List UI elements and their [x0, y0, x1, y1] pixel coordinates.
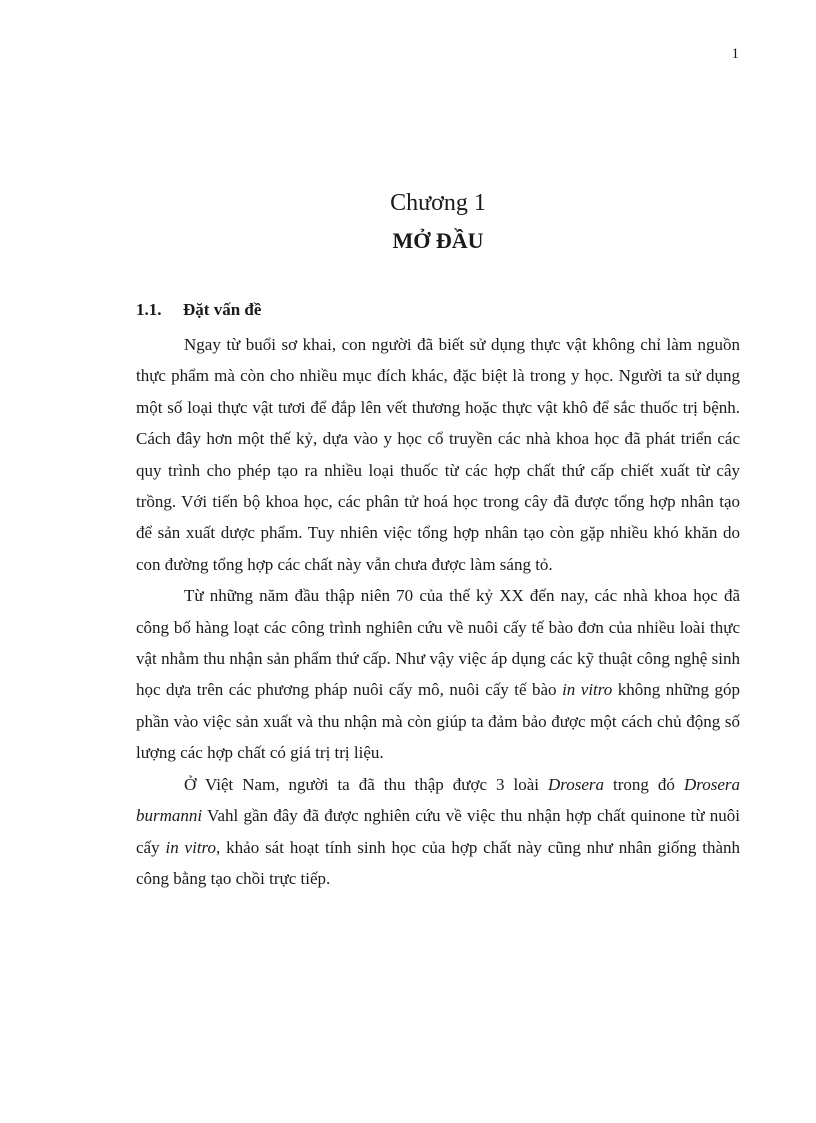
- paragraph-1: Ngay từ buổi sơ khai, con người đã biết sử dụng thực vật không chỉ làm nguồn thực phẩm mà còn cho nhiều mục đích khác, đặc biệt là trong y học. Người ta sử dụng một số loại thực vật tươi để đắp lên vết thương hoặc thực vật khô để sắc thuốc trị bệnh. Cách đây hơn một thế kỷ, dựa vào y học cổ truyền các nhà khoa học đã phát triển các quy trình cho phép tạo ra nhiều loại thuốc từ các hợp chất thứ cấp chiết xuất từ cây trồng. Với tiến bộ khoa học, các phân tử hoá học trong cây đã được tổng hợp nhân tạo để sản xuất dược phẩm. Tuy nhiên việc tổng hợp nhân tạo còn gặp nhiều khó khăn do con đường tổng hợp các chất này vẫn chưa được làm sáng tỏ.: [136, 335, 740, 574]
- paragraph-2-italic-in-vitro: in vitro: [562, 680, 613, 700]
- body-text: [136, 329, 740, 894]
- paragraph-3: [136, 769, 740, 895]
- paragraph-3-text-b: trong đó: [604, 774, 684, 794]
- section-number: 1.1.: [136, 300, 162, 319]
- section-title: Đặt vấn đề: [183, 300, 262, 319]
- paragraph-2-text-a: Từ những năm đầu thập niên 70 của thế kỷ XX đến nay, các nhà khoa học đã công bố hàng loạt các công trình nghiên cứu về nuôi cấy tế bào đơn của nhiều loài thực vật nhằm thu nhận sản phẩm thứ cấp. Như vậy việc áp dụng các kỹ thuật công nghệ sinh học dựa trên các phương pháp nuôi cấy mô, nuôi cấy tế bào: [136, 586, 740, 700]
- paragraph-3-italic-drosera: Drosera: [548, 774, 605, 794]
- paragraph-2-text-b: không những góp phần vào việc sản xuất và thu nhận mà còn giúp ta đảm bảo được một cách chủ động số lượng các hợp chất có giá trị trị liệu.: [136, 680, 740, 763]
- chapter-title: MỞ ĐẦU: [392, 228, 484, 253]
- paragraph-3-italic-drosera-burmanni: Drosera burmanni: [136, 774, 740, 826]
- paragraph-2: [136, 580, 740, 768]
- paragraph-3-text-c: Vahl gần đây đã được nghiên cứu về việc thu nhận hợp chất quinone từ nuôi cấy: [136, 806, 740, 857]
- paragraph-3-text-d: , khảo sát hoạt tính sinh học của hợp chất này cũng như nhân giống thành công bằng tạo chồi trực tiếp.: [136, 837, 741, 888]
- chapter-label: Chương 1: [390, 190, 486, 216]
- page-number: 1: [731, 46, 739, 62]
- paragraph-3-text-a: Ở Việt Nam, người ta đã thu thập được 3 loài: [184, 774, 548, 794]
- paragraph-3-italic-in-vitro: in vitro: [165, 837, 217, 857]
- section-heading: [136, 300, 261, 320]
